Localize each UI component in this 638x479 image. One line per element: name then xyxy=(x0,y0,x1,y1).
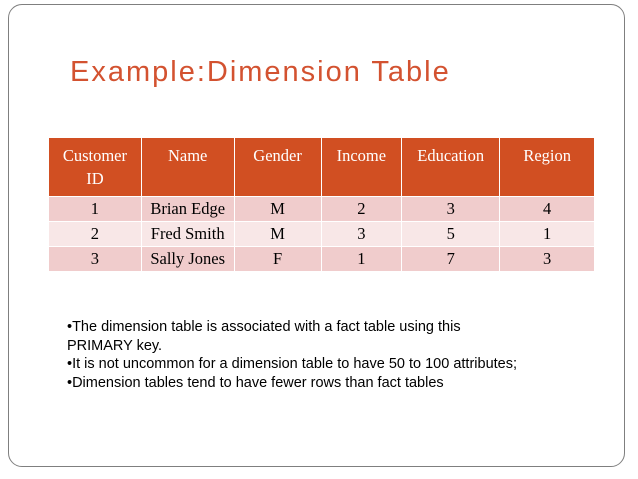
table-header-row xyxy=(49,138,594,197)
header-education: Education xyxy=(402,138,500,197)
header-gender: Gender xyxy=(234,138,321,197)
cell-name: Fred Smith xyxy=(141,222,234,247)
bullet-item: •The dimension table is associated with a fact table using this PRIMARY key. xyxy=(67,319,461,354)
header-line: ID xyxy=(86,169,104,188)
cell-education: 7 xyxy=(402,247,500,272)
cell-name: Brian Edge xyxy=(141,197,234,222)
header-region: Region xyxy=(500,138,594,197)
cell-gender: M xyxy=(234,222,321,247)
cell-customer-id: 2 xyxy=(49,222,141,247)
header-customer-id xyxy=(49,138,141,197)
slide-title: Example:Dimension Table xyxy=(70,56,451,88)
table-row xyxy=(49,222,594,247)
cell-income: 1 xyxy=(321,247,401,272)
bullet-item: •Dimension tables tend to have fewer rows than fact tables xyxy=(67,374,444,391)
cell-gender: F xyxy=(234,247,321,272)
bullet-list xyxy=(67,318,527,392)
cell-region: 4 xyxy=(500,197,594,222)
cell-customer-id: 1 xyxy=(49,197,141,222)
table-row xyxy=(49,197,594,222)
cell-education: 3 xyxy=(402,197,500,222)
cell-customer-id: 3 xyxy=(49,247,141,272)
header-income: Income xyxy=(321,138,401,197)
cell-income: 2 xyxy=(321,197,401,222)
header-name: Name xyxy=(141,138,234,197)
cell-income: 3 xyxy=(321,222,401,247)
table-row xyxy=(49,247,594,272)
header-line: Customer xyxy=(62,146,127,165)
bullet-item: •It is not uncommon for a dimension table to have 50 to 100 attributes; xyxy=(67,356,518,372)
cell-region: 3 xyxy=(500,247,594,272)
cell-gender: M xyxy=(234,197,321,222)
cell-education: 5 xyxy=(402,222,500,247)
cell-region: 1 xyxy=(500,222,594,247)
cell-name: Sally Jones xyxy=(141,247,234,272)
dimension-table xyxy=(49,138,594,271)
